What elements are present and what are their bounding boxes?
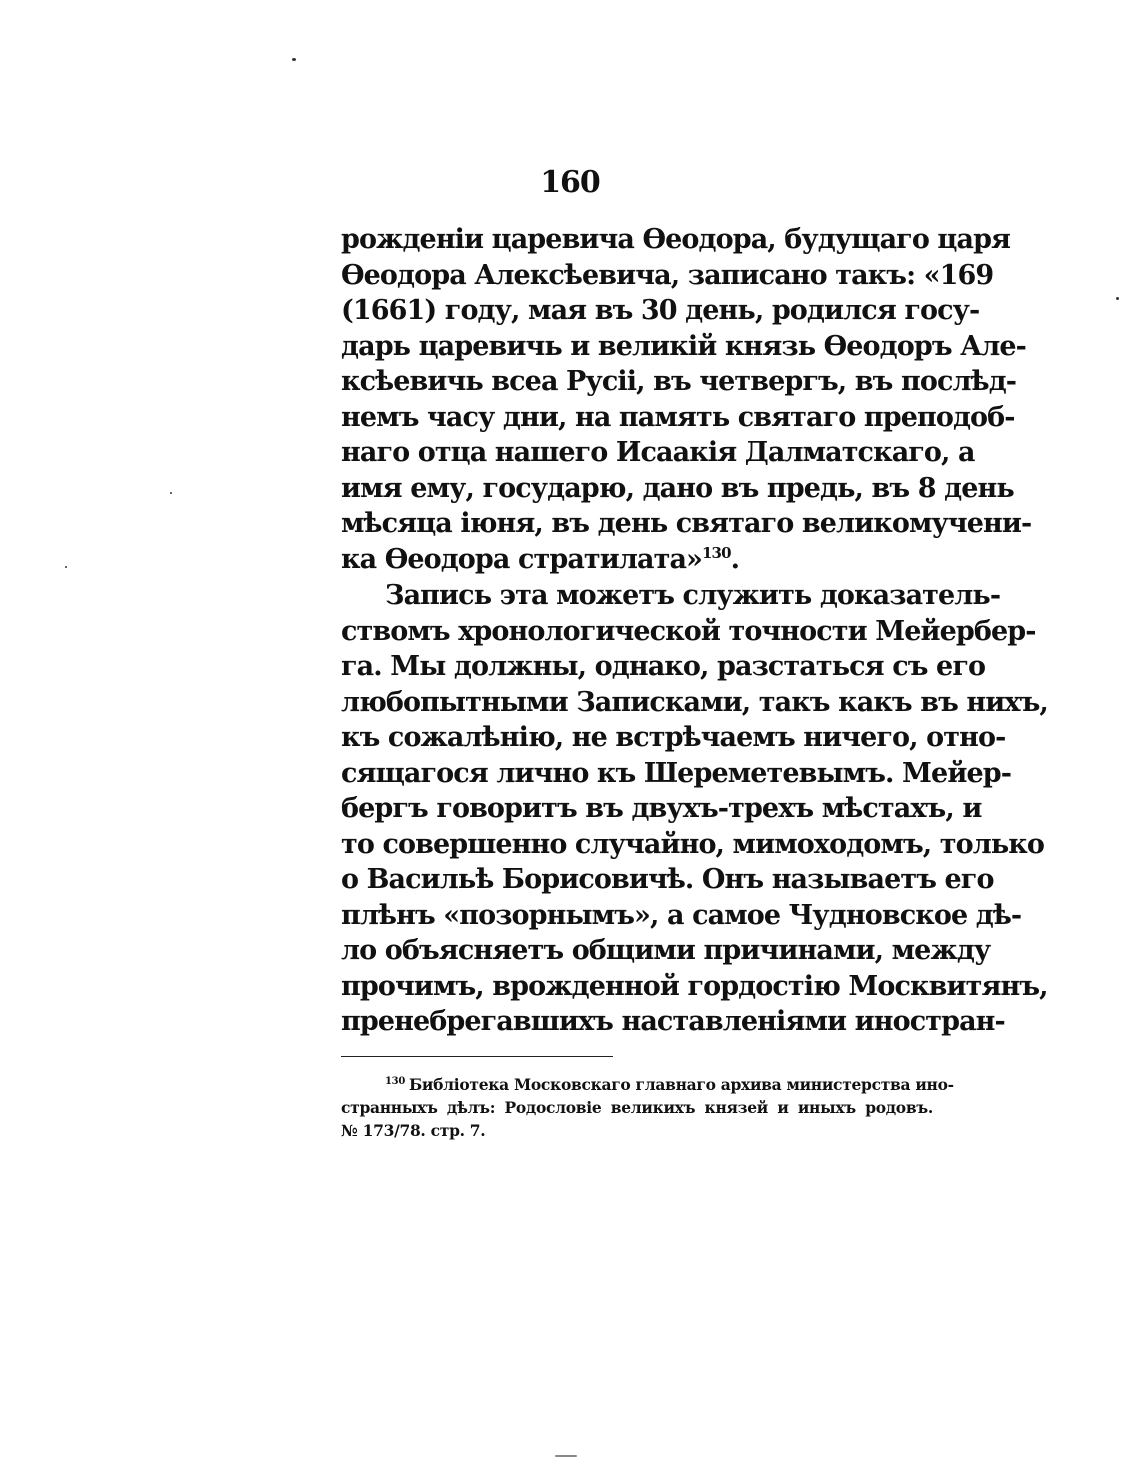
scan-speck — [292, 58, 296, 61]
footnote-line-last: № 173/78. стр. 7. — [341, 1121, 486, 1140]
text-line: плѣнъ «позорнымъ», а самое Чудновское дѣ- — [341, 899, 1022, 931]
footnote-line-content: Библіотека Московскаго главнаго архива министерства ино- — [408, 1075, 954, 1094]
text-line: (1661) году, мая въ 30 день, родился госу- — [341, 295, 980, 326]
text-line-indented: Запись эта можетъ служить доказатель- — [385, 580, 1001, 611]
text-line: немъ часу дни, на память святаго преподоб- — [341, 401, 1015, 433]
text-line: дарь царевичь и великій князь Өеодоръ Але- — [341, 330, 1026, 362]
footnote-line: странныхъ дѣлъ: Родословіе великихъ князей и иныхъ родовъ. — [341, 1098, 933, 1117]
scan-speck — [555, 1455, 577, 1457]
text-line: сящагося лично къ Шереметевымъ. Мейер- — [341, 757, 1012, 789]
text-line: наго отца нашего Исаакія Далматскаго, а — [341, 437, 975, 468]
text-line: рожденіи царевича Өеодора, будущаго царя — [341, 224, 1011, 255]
text-line: ствомъ хронологической точности Мейербер- — [341, 615, 1036, 647]
scan-speck — [1116, 297, 1119, 300]
text-line: Өеодора Алексѣевича, записано такъ: «169 — [341, 259, 994, 291]
text-line: мѣсяца іюня, въ день святаго великомучени- — [341, 508, 1032, 539]
text-line-last — [341, 542, 933, 578]
text-line: имя ему, государю, дано въ предь, въ 8 день — [341, 472, 1014, 504]
text-line: га. Мы должны, однако, разстаться съ его — [341, 651, 986, 682]
sentence-end: . — [730, 543, 740, 575]
footnote-number: 130 — [385, 1075, 405, 1087]
scan-speck — [170, 492, 172, 494]
text-line: то совершенно случайно, мимоходомъ, только — [341, 828, 1044, 860]
text-line: бергъ говоритъ въ двухъ-трехъ мѣстахъ, и — [341, 793, 982, 824]
text-line-content: ка Өеодора стратилата» — [341, 543, 703, 575]
text-line: прочимъ, врожденной гордостію Москвитянъ, — [341, 970, 1048, 1002]
text-line: ксѣевичь всеа Русіі, въ четвергъ, въ послѣд- — [341, 366, 1017, 397]
paragraph-1 — [341, 222, 1032, 577]
page-number: 160 — [540, 165, 600, 200]
text-line: пренебрегавшихъ наставленіями иностран- — [341, 1006, 1005, 1037]
footnote — [341, 1073, 954, 1142]
footnote-reference: 130 — [702, 543, 731, 562]
footnote-line-first — [341, 1073, 954, 1096]
text-line: ло объясняетъ общими причинами, между — [341, 935, 991, 966]
text-line: любопытными Записками, такъ какъ въ нихъ, — [341, 686, 1048, 718]
text-line: къ сожалѣнію, не встрѣчаемъ ничего, отно- — [341, 722, 1006, 753]
paragraph-2 — [341, 578, 1048, 1040]
text-line: о Васильѣ Борисовичѣ. Онъ называетъ его — [341, 864, 994, 895]
footnote-divider — [341, 1056, 613, 1057]
scan-speck — [65, 566, 67, 568]
